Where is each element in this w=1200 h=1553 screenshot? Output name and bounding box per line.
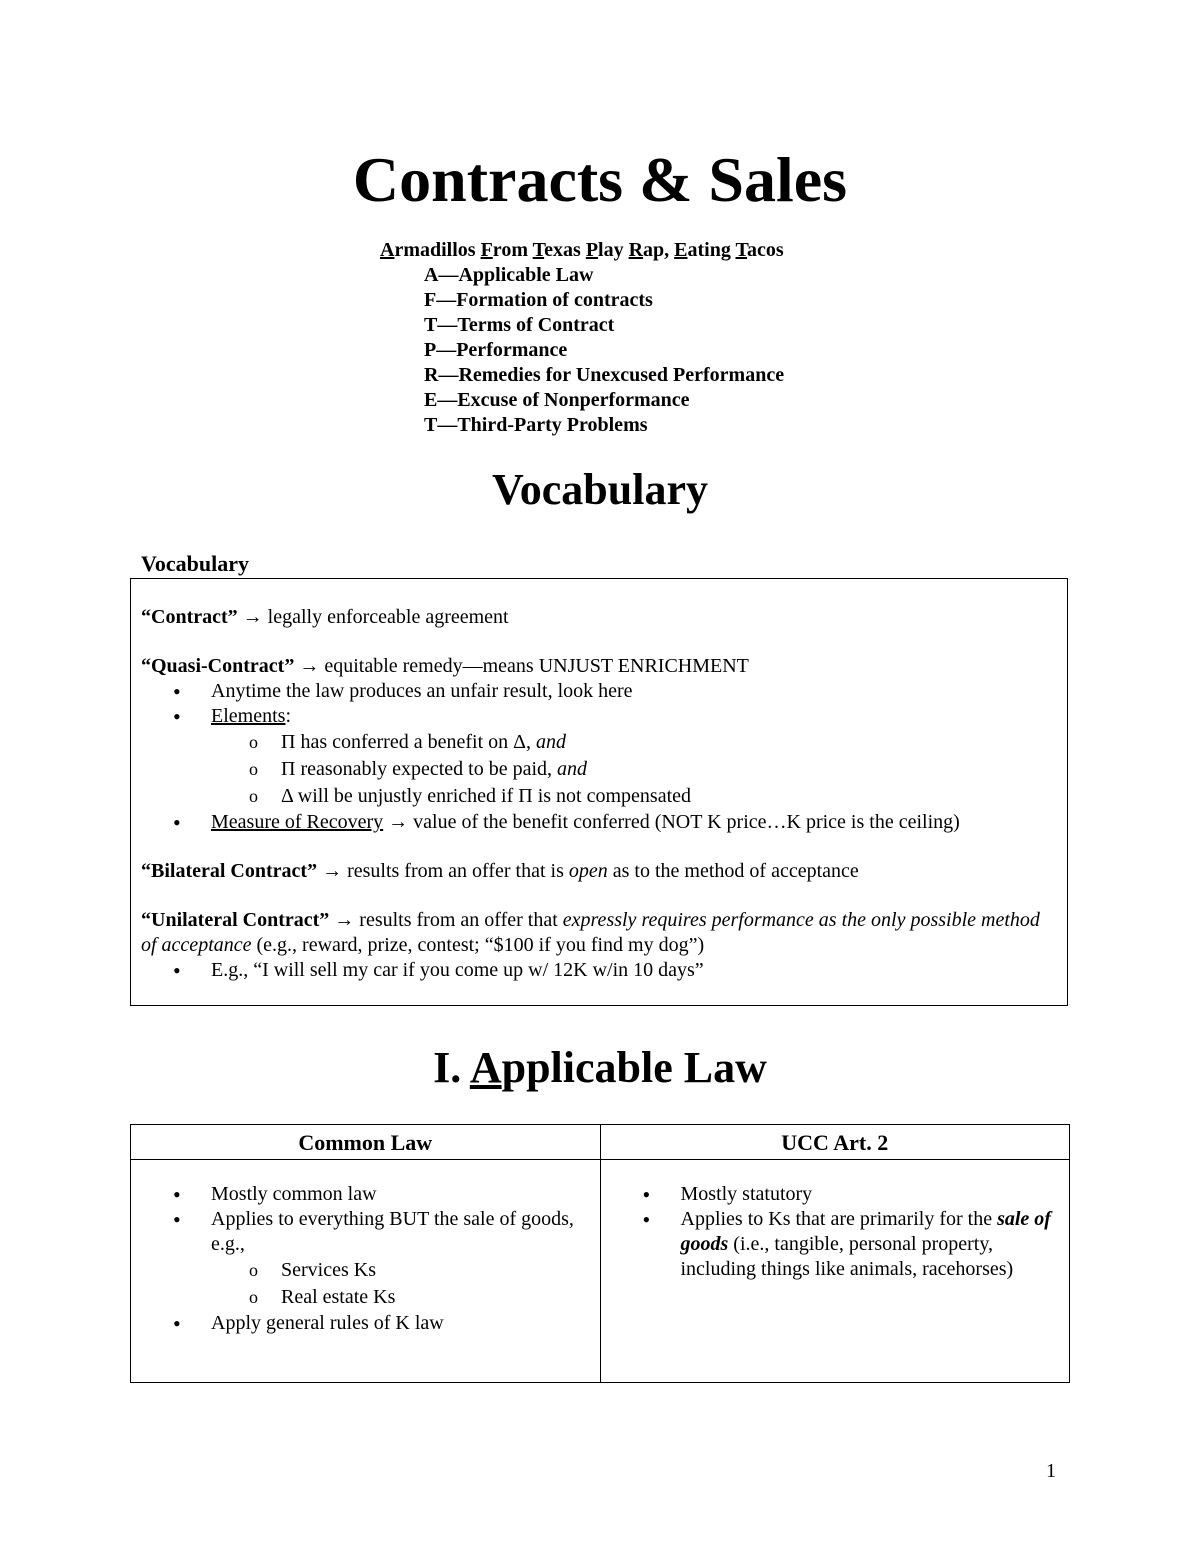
- mnemonic-item: R—Remedies for Unexcused Performance: [424, 364, 785, 386]
- mnemonic-phrase: [380, 238, 784, 263]
- bullet-list: [141, 958, 1057, 983]
- sub-list-item: o Real estate Ks: [281, 1284, 590, 1311]
- section-heading-applicable-law: [0, 1042, 1200, 1094]
- vocabulary-box: [130, 578, 1068, 1006]
- vocab-term: “Bilateral Contract”: [141, 860, 318, 882]
- vocab-definition: results from an offer that is: [347, 860, 569, 882]
- mnemonic-item: A—Applicable Law: [424, 264, 594, 286]
- mnemonic-initial: R: [628, 239, 644, 261]
- mnemonic-initial: P: [585, 239, 599, 261]
- vocab-term: “Quasi-Contract”: [141, 655, 295, 677]
- column-header-ucc: UCC Art. 2: [600, 1125, 1070, 1160]
- column-header-common-law: Common Law: [131, 1125, 601, 1160]
- vocabulary-box-label: Vocabulary: [141, 551, 249, 576]
- sub-list-item: [281, 783, 1057, 810]
- list-item-emphasis: sale of goods: [680, 1208, 1051, 1255]
- mnemonic-item: T—Terms of Contract: [424, 314, 615, 336]
- measure-text: → value of the benefit conferred (NOT K price…K price is the ceiling): [383, 811, 960, 833]
- list-item-text: Applies to everything BUT the sale of goods, e.g.,: [211, 1208, 574, 1255]
- document-title: Contracts & Sales: [352, 144, 848, 215]
- vocab-definition: results from an offer that: [359, 909, 563, 931]
- arrow: →: [237, 606, 268, 628]
- heading-rest: pplicable Law: [501, 1043, 767, 1092]
- element-text: Π has conferred a benefit on Δ,: [281, 731, 536, 753]
- mnemonic-item: E—Excuse of Nonperformance: [424, 389, 690, 411]
- vocab-definition-emphasis: expressly requires performance as the only possible method of acceptance: [141, 909, 1040, 956]
- list-item-text: Applies to Ks that are primarily for the: [680, 1208, 998, 1230]
- list-item: • E.g., “I will sell my car if you come up w/ 12K w/in 10 days”: [211, 958, 1057, 983]
- sub-list: [211, 1257, 590, 1311]
- vocab-definition-emphasis: open: [568, 860, 608, 882]
- bullet-list: [141, 1182, 590, 1336]
- element-text: Π reasonably expected to be paid,: [281, 758, 558, 780]
- element-conjunction: and: [557, 758, 588, 780]
- list-item: [211, 1207, 590, 1311]
- elements-colon: :: [285, 705, 291, 727]
- vocab-definition: (e.g., reward, prize, contest; “$100 if you find my dog”): [251, 934, 705, 956]
- element-conjunction: and: [535, 731, 566, 753]
- vocab-definition: legally enforceable agreement: [267, 606, 509, 628]
- sub-list-item: o Services Ks: [281, 1257, 590, 1284]
- mnemonic-block: [380, 238, 784, 438]
- arrow: →: [317, 860, 348, 882]
- sub-list-item: [281, 756, 1057, 783]
- arrow: →: [329, 909, 360, 931]
- list-item: • Mostly statutory: [681, 1182, 1060, 1207]
- mnemonic-initial: E: [674, 239, 688, 261]
- vocab-definition: equitable remedy—means UNJUST ENRICHMENT: [324, 655, 749, 677]
- vocab-term: “Unilateral Contract”: [141, 909, 330, 931]
- vocab-term-line: [141, 654, 1057, 679]
- mnemonic-word-rest: ating: [687, 239, 731, 261]
- bullet-list: [141, 679, 1057, 835]
- sub-list: [211, 729, 1057, 810]
- vocab-definition: as to the method of acceptance: [607, 860, 859, 882]
- heading-underlined-initial: A: [469, 1043, 502, 1092]
- mnemonic-item: F—Formation of contracts: [424, 289, 653, 311]
- mnemonic-initial: F: [480, 239, 493, 261]
- mnemonic-word-rest: ap: [643, 239, 665, 261]
- vocab-entry-bilateral: [141, 859, 1057, 884]
- list-item: • Anytime the law produces an unfair result, look here: [211, 679, 1057, 704]
- list-item: • Apply general rules of K law: [211, 1311, 590, 1336]
- mnemonic-word-rest: rmadillos: [394, 239, 476, 261]
- heading-prefix: I.: [433, 1043, 470, 1092]
- bullet-list: [611, 1182, 1060, 1282]
- vocab-term-line: [141, 908, 1057, 958]
- list-item-text: (i.e., tangible, personal property, including things like animals, racehorses): [680, 1233, 1014, 1280]
- mnemonic-word-rest: acos: [747, 239, 784, 261]
- arrow: →: [294, 655, 325, 677]
- mnemonic-initial: T: [735, 239, 748, 261]
- elements-label: Elements: [211, 705, 286, 727]
- list-item: [681, 1207, 1060, 1282]
- mnemonic-word-rest: lay: [598, 239, 624, 261]
- measure-label: Measure of Recovery: [211, 811, 384, 833]
- vocab-entry-quasi-contract: [141, 654, 1057, 835]
- list-item-measure: [211, 810, 1057, 835]
- mnemonic-item: P—Performance: [424, 339, 568, 361]
- mnemonic-word-rest: rom: [492, 239, 528, 261]
- list-item-elements: [211, 704, 1057, 810]
- mnemonic-word-rest: exas: [544, 239, 581, 261]
- vocab-entry-contract: [141, 605, 1057, 630]
- vocab-entry-unilateral: [141, 908, 1057, 983]
- mnemonic-item: T—Third-Party Problems: [424, 414, 648, 436]
- cell-common-law: [131, 1160, 601, 1383]
- section-heading-vocabulary: Vocabulary: [492, 465, 708, 514]
- applicable-law-table: [130, 1124, 1070, 1383]
- element-text: Δ will be unjustly enriched if Π is not compensated: [281, 785, 692, 807]
- mnemonic-initial: A: [380, 239, 395, 261]
- vocab-term: “Contract”: [141, 606, 238, 628]
- cell-ucc: [600, 1160, 1070, 1383]
- table-header-row: [131, 1125, 1070, 1160]
- mnemonic-initial: T: [532, 239, 545, 261]
- mnemonic-separator: ,: [664, 239, 675, 261]
- list-item: • Mostly common law: [211, 1182, 590, 1207]
- page-number: 1: [1046, 1460, 1056, 1482]
- sub-list-item: [281, 729, 1057, 756]
- table-row: [131, 1160, 1070, 1383]
